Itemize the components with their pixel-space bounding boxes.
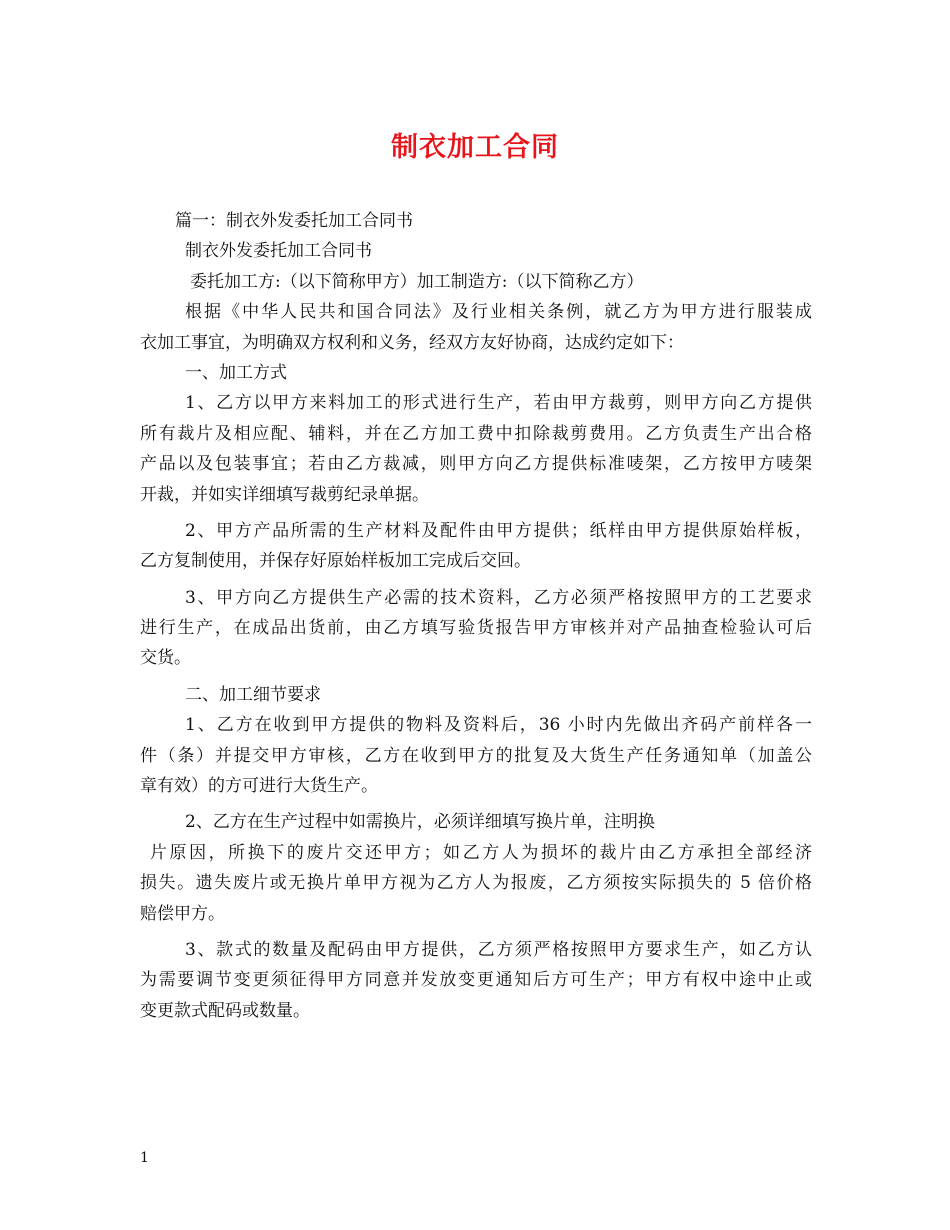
parties-line: 委托加工方:（以下简称甲方）加工制造方:（以下简称乙方） [190, 271, 644, 292]
clause-line: 进行生产，在成品出货前，由乙方填写验货报告甲方审核并对产品抽查检验认可后 [140, 618, 812, 639]
clause-line: 2、甲方产品所需的生产材料及配件由甲方提供；纸样由甲方提供原始样板， [185, 520, 812, 541]
clause-line: 变更款式配码或数量。 [140, 1000, 310, 1021]
clause-line: 交货。 [140, 648, 191, 669]
clause-line: 1、乙方在收到甲方提供的物料及资料后，36 小时内先做出齐码产前样各一 [185, 715, 812, 736]
section-heading: 一、加工方式 [185, 362, 287, 383]
contract-subtitle: 制衣外发委托加工合同书 [185, 241, 372, 262]
clause-line: 章有效）的方可进行大货生产。 [140, 776, 378, 797]
clause-line: 赔偿甲方。 [140, 903, 225, 924]
clause-line: 3、款式的数量及配码由甲方提供，乙方须严格按照甲方要求生产，如乙方认 [185, 939, 812, 960]
clause-line: 开裁，并如实详细填写裁剪纪录单据。 [140, 484, 429, 505]
clause-line: 1、乙方以甲方来料加工的形式进行生产，若由甲方裁剪，则甲方向乙方提供 [185, 393, 812, 414]
preamble-line: 衣加工事宜，为明确双方权利和义务，经双方友好协商，达成约定如下： [140, 332, 684, 353]
clause-line: 乙方复制使用，并保存好原始样板加工完成后交回。 [140, 551, 531, 572]
clause-line: 为需要调节变更须征得甲方同意并发放变更通知后方可生产；甲方有权中途中止或 [140, 970, 812, 991]
document-title: 制衣加工合同 [391, 132, 559, 163]
clause-line: 片原因，所换下的废片交还甲方；如乙方人为损坏的裁片由乙方承担全部经济 [150, 842, 812, 863]
document-body [140, 206, 812, 1026]
chapter-heading: 篇一：制衣外发委托加工合同书 [175, 211, 413, 231]
clause-line: 产品以及包装事宜；若由乙方裁减，则甲方向乙方提供标准唛架，乙方按甲方唛架 [140, 454, 812, 475]
clause-line: 3、甲方向乙方提供生产必需的技术资料，乙方必须严格按照甲方的工艺要求 [185, 587, 812, 608]
page-number: 1 [140, 1150, 149, 1166]
section-heading: 二、加工细节要求 [185, 684, 321, 705]
clause-line: 损失。遗失废片或无换片单甲方视为乙方人为报废，乙方须按实际损失的 5 倍价格 [140, 873, 812, 894]
clause-line: 所有裁片及相应配、辅料，并在乙方加工费中扣除裁剪费用。乙方负责生产出合格 [140, 423, 812, 444]
preamble-line: 根据《中华人民共和国合同法》及行业相关条例，就乙方为甲方进行服装成 [185, 302, 812, 323]
clause-line: 2、乙方在生产过程中如需换片，必须详细填写换片单，注明换 [185, 812, 655, 833]
clause-line: 件（条）并提交甲方审核，乙方在收到甲方的批复及大货生产任务通知单（加盖公 [140, 745, 812, 766]
